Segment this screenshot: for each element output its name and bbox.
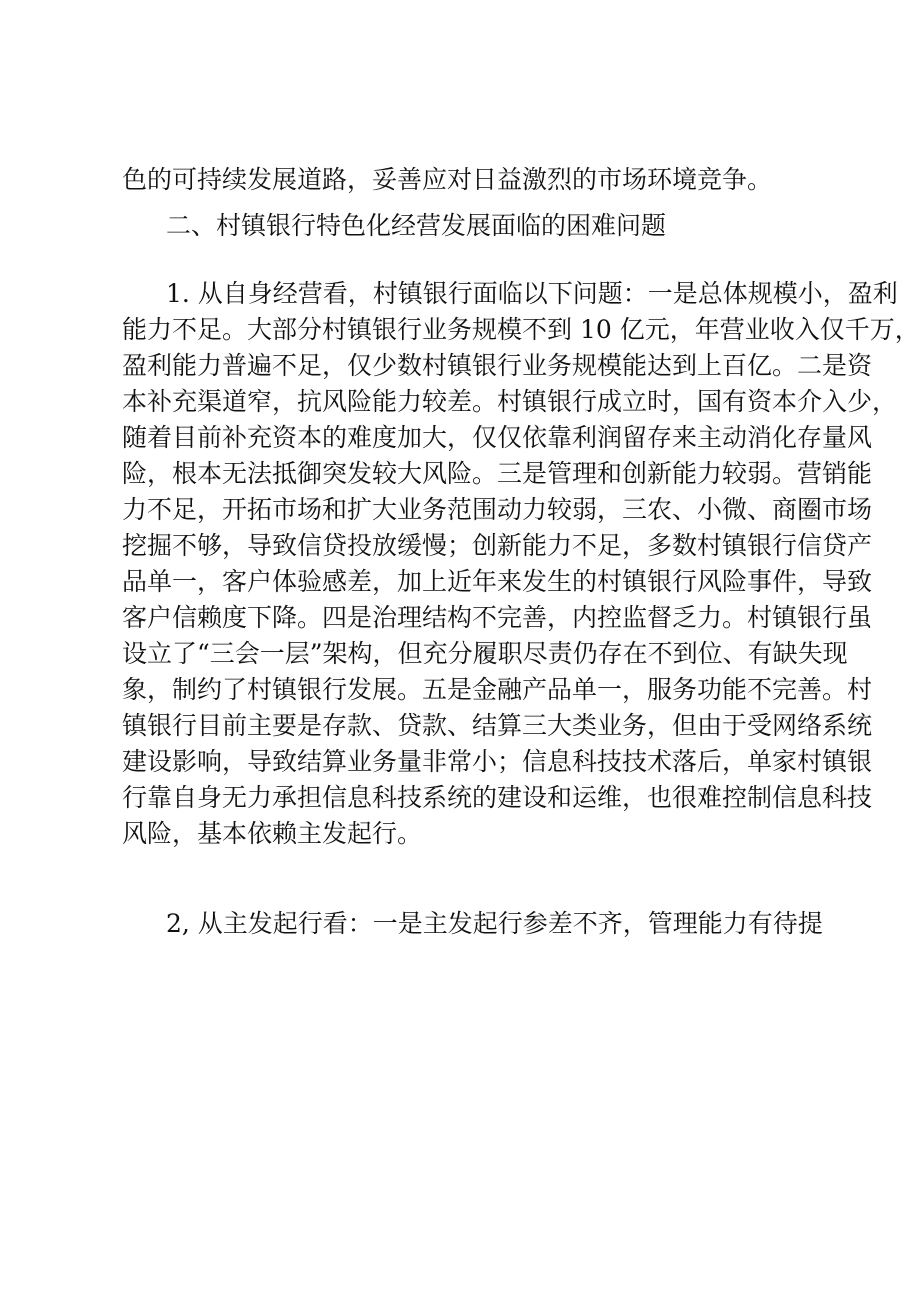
paragraph-line: 象，制约了村镇银行发展。五是金融产品单一，服务功能不完善。村: [122, 675, 873, 704]
paragraph-line: 行靠自身无力承担信息科技系统的建设和运维，也很难控制信息科技: [122, 783, 873, 812]
paragraph-line: 险，根本无法抵御突发较大风险。三是管理和创新能力较弱。营销能: [122, 459, 873, 488]
paragraph-line: 风险，基本依赖主发起行。: [122, 819, 423, 848]
paragraph-line: 色的可持续发展道路，妥善应对日益激烈的市场环境竞争。: [122, 165, 773, 194]
paragraph-line: 盈利能力普遍不足，仅少数村镇银行业务规模能达到上百亿。二是资: [122, 351, 873, 380]
section-heading: 二、村镇银行特色化经营发展面临的困难问题: [166, 211, 667, 240]
paragraph-line: 设立了“三会一层”架构，但充分履职尽责仍存在不到位、有缺失现: [122, 639, 848, 668]
paragraph-line: 本补充渠道窄，抗风险能力较差。村镇银行成立时，国有资本介入少，: [122, 387, 898, 416]
paragraph-line: 挖掘不够，导致信贷投放缓慢；创新能力不足，多数村镇银行信贷产: [122, 531, 873, 560]
paragraph-line: 镇银行目前主要是存款、贷款、结算三大类业务，但由于受网络系统: [122, 711, 873, 740]
paragraph-line: 品单一，客户体验感差，加上近年来发生的村镇银行风险事件，导致: [122, 567, 873, 596]
paragraph-line: 力不足，开拓市场和扩大业务范围动力较弱，三农、小微、商圈市场: [122, 495, 873, 524]
paragraph-line: 1. 从自身经营看，村镇银行面临以下问题：一是总体规模小，盈利: [166, 279, 898, 308]
paragraph-line: 建设影响，导致结算业务量非常小；信息科技技术落后，单家村镇银: [122, 747, 873, 776]
paragraph-line: 客户信赖度下降。四是治理结构不完善，内控监督乏力。村镇银行虽: [122, 603, 873, 632]
paragraph-line: 2, 从主发起行看：一是主发起行参差不齐，管理能力有待提: [166, 909, 823, 938]
paragraph-line: 随着目前补充资本的难度加大，仅仅依靠利润留存来主动消化存量风: [122, 423, 873, 452]
paragraph-line: 能力不足。大部分村镇银行业务规模不到 10 亿元，年营业收入仅千万，: [122, 315, 920, 344]
